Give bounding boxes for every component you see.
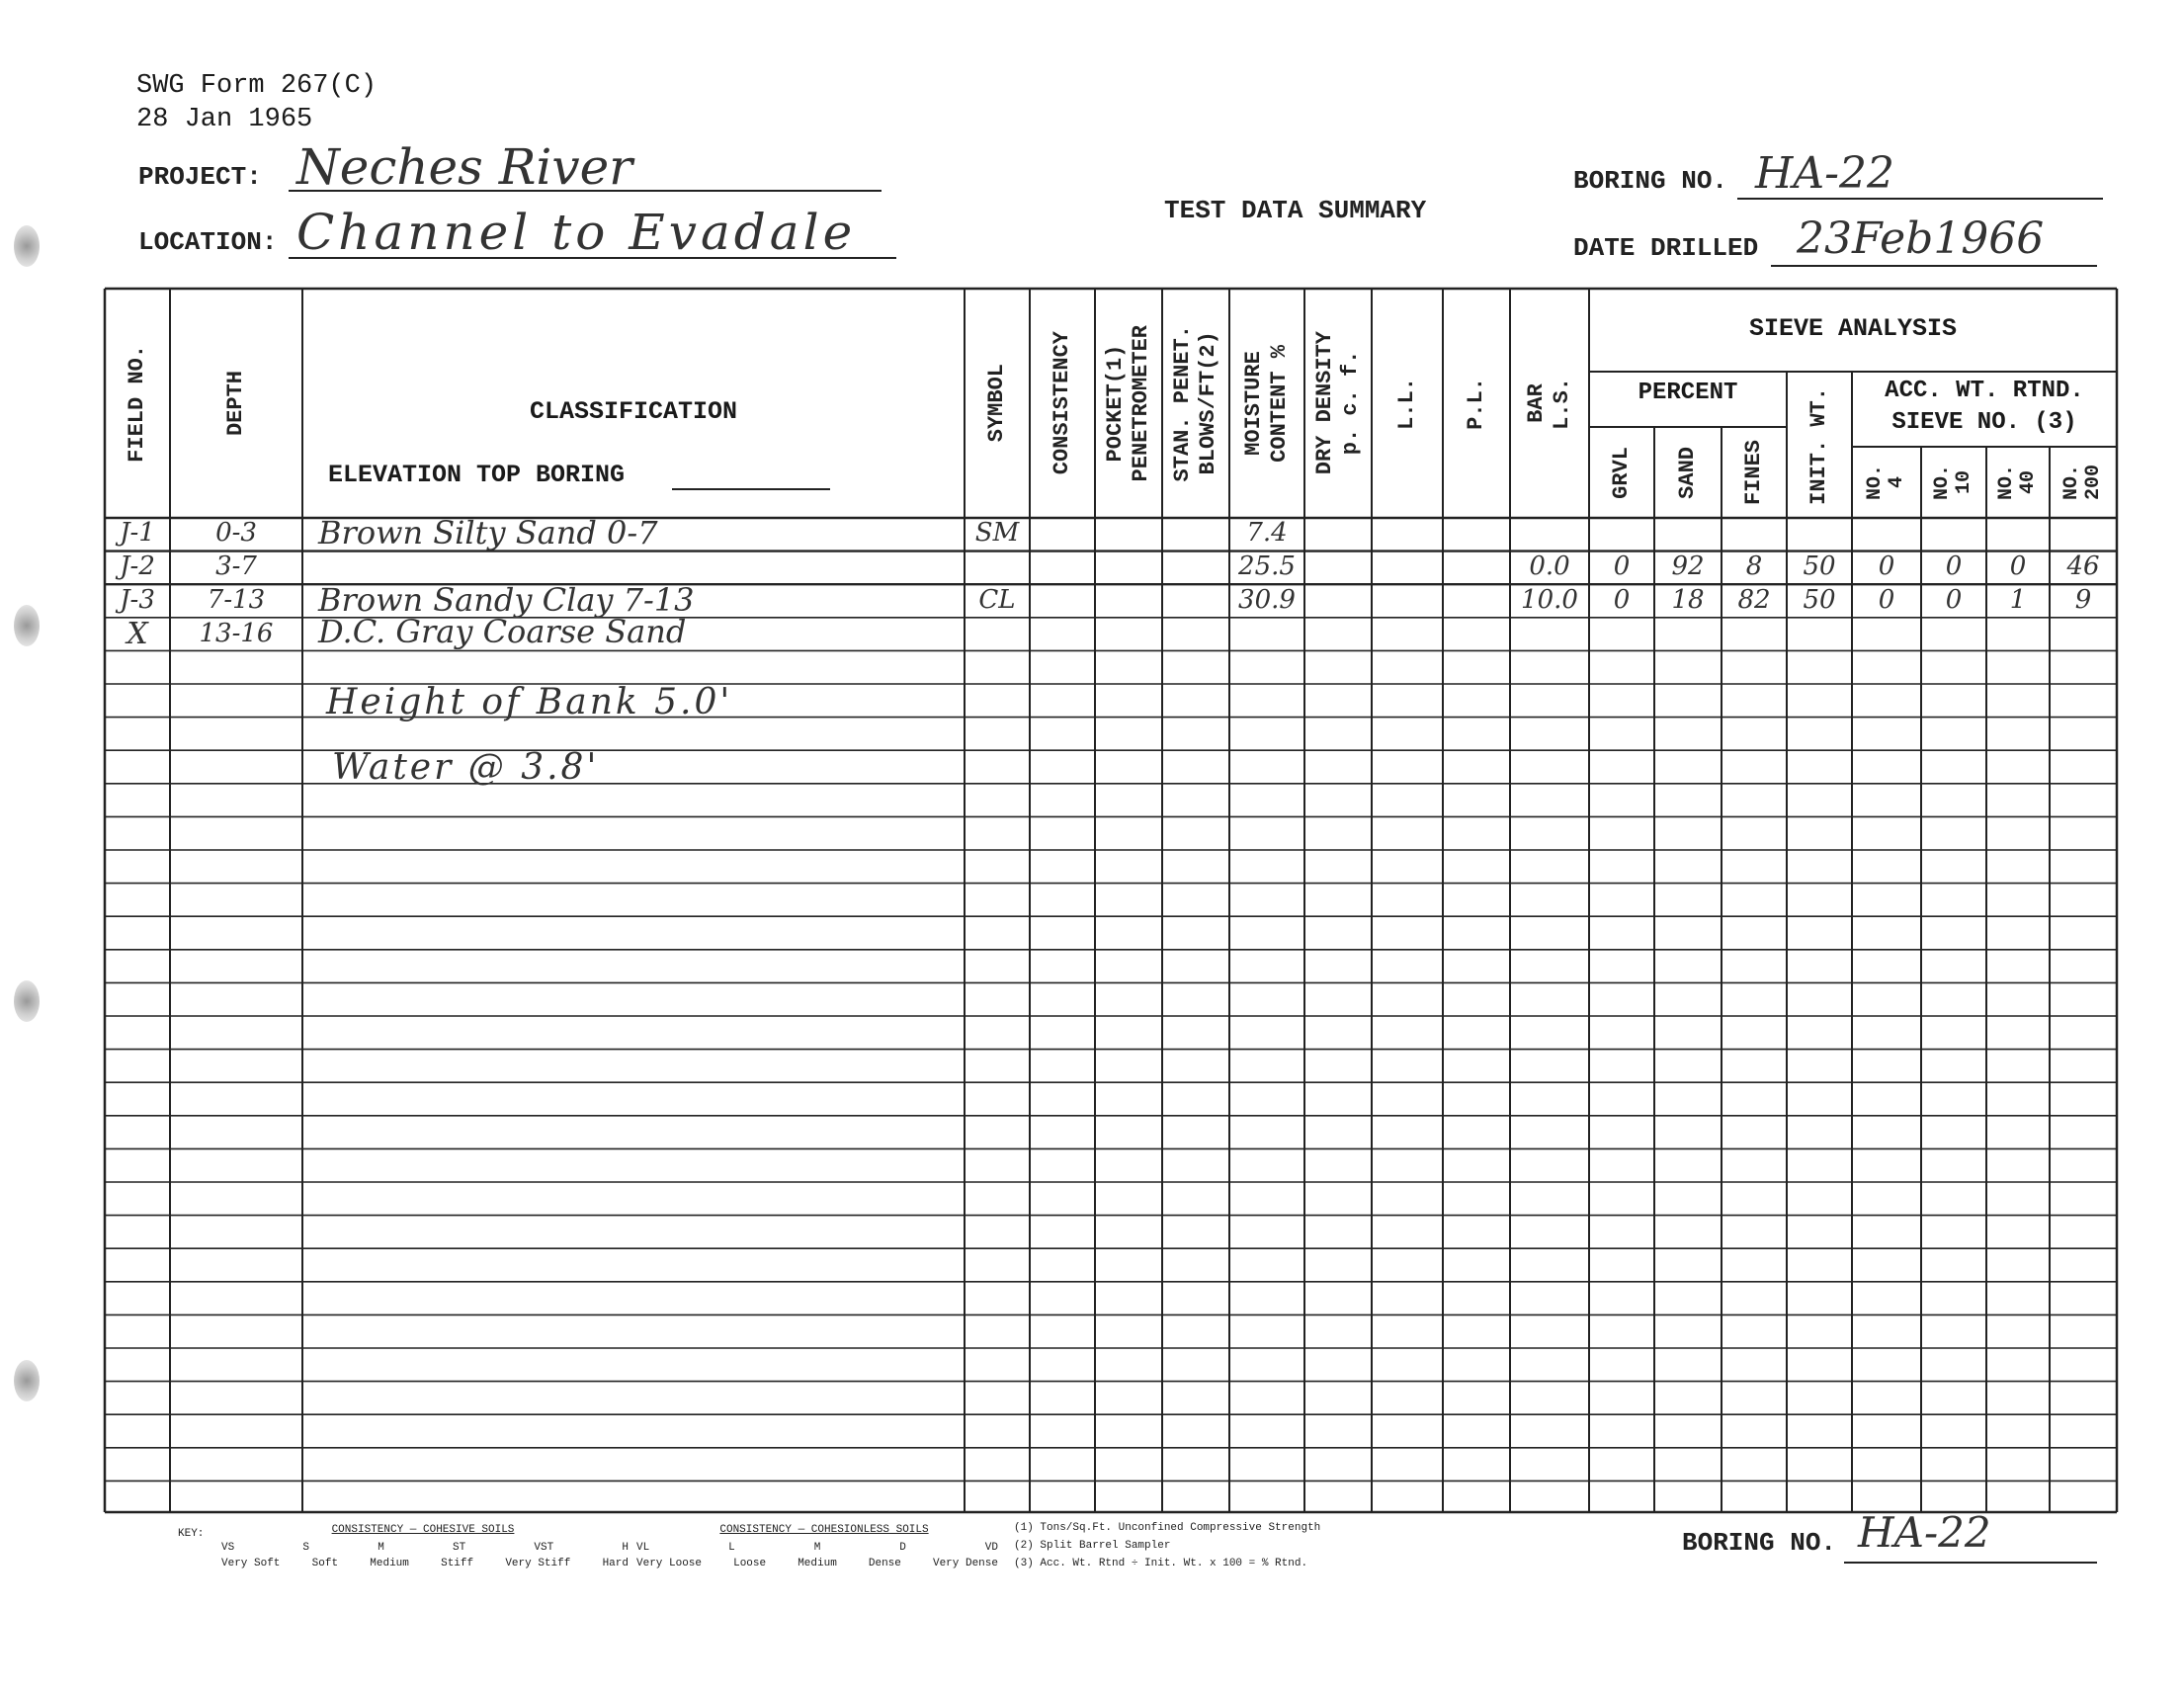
row2-init-wt: 50 bbox=[1803, 551, 1836, 581]
row4-depth: 13-16 bbox=[199, 619, 274, 648]
row2-sand: 92 bbox=[1671, 551, 1705, 581]
key-cohesive-abbreviations: VS S M ST VST H bbox=[221, 1542, 629, 1554]
boring-no-label: BORING NO. bbox=[1573, 166, 1728, 196]
key-cohesionless-abbreviations: VL L M D VD bbox=[636, 1542, 998, 1554]
header-field-no: FIELD NO. bbox=[125, 344, 149, 463]
key-cohesive-title: CONSISTENCY — COHESIVE SOILS bbox=[331, 1524, 515, 1536]
row2-no-40: 0 bbox=[2009, 551, 2027, 581]
row3-depth: 7-13 bbox=[207, 585, 266, 615]
row3-sand: 18 bbox=[1671, 585, 1705, 615]
footer-boring-underline bbox=[1844, 1562, 2097, 1564]
row3-field-no: J-3 bbox=[120, 585, 155, 615]
row4-classification: D.C. Gray Coarse Sand bbox=[318, 613, 687, 650]
header-pl: P.L. bbox=[1464, 377, 1488, 430]
header-ll: L.L. bbox=[1394, 377, 1419, 430]
row4-field-no: X bbox=[126, 617, 148, 651]
header-init-wt: INIT. WT. bbox=[1806, 386, 1831, 505]
header-depth: DEPTH bbox=[223, 370, 248, 436]
row2-no-4: 0 bbox=[1878, 551, 1895, 581]
row2-fines: 8 bbox=[1745, 551, 1763, 581]
row2-no-10: 0 bbox=[1945, 551, 1963, 581]
location-label: LOCATION: bbox=[138, 227, 278, 257]
header-pocket-penetrometer: POCKET(1) PENETROMETER bbox=[1103, 324, 1153, 482]
project-label: PROJECT: bbox=[138, 162, 262, 192]
footnote-2: (2) Split Barrel Sampler bbox=[1014, 1540, 1171, 1552]
header-sieve-analysis: SIEVE ANALYSIS bbox=[1748, 314, 1958, 343]
row1-depth: 0-3 bbox=[215, 518, 257, 548]
row1-moisture: 7.4 bbox=[1246, 518, 1288, 548]
row1-classification: Brown Silty Sand 0-7 bbox=[318, 514, 658, 551]
header-elevation-top-boring: ELEVATION TOP BORING bbox=[328, 461, 626, 489]
header-symbol: SYMBOL bbox=[984, 364, 1009, 443]
header-acc-wt-rtnd: ACC. WT. RTND. bbox=[1885, 378, 2084, 404]
key-cohesionless-names: Very Loose Loose Medium Dense Very Dense bbox=[636, 1558, 998, 1569]
header-classification: CLASSIFICATION bbox=[529, 397, 738, 426]
header-stan-penet: STAN. PENET. BLOWS/FT(2) bbox=[1170, 324, 1220, 482]
row3-bar-ls: 10.0 bbox=[1521, 585, 1578, 615]
footnote-1: (1) Tons/Sq.Ft. Unconfined Compressive Strength bbox=[1014, 1522, 1321, 1534]
note-water-level: Water @ 3.8' bbox=[332, 747, 600, 788]
key-cohesionless-title: CONSISTENCY — COHESIONLESS SOILS bbox=[719, 1524, 929, 1536]
footer-boring-no-label: BORING NO. bbox=[1682, 1528, 1837, 1558]
key-label: KEY: bbox=[178, 1528, 205, 1540]
header-sand: SAND bbox=[1675, 446, 1700, 499]
header-no-4: NO. 4 bbox=[1864, 464, 1908, 500]
row2-field-no: J-2 bbox=[120, 551, 155, 581]
row3-classification: Brown Sandy Clay 7-13 bbox=[318, 581, 695, 619]
row3-grvl: 0 bbox=[1613, 585, 1631, 615]
row3-no-10: 0 bbox=[1945, 585, 1963, 615]
note-height-of-bank: Height of Bank 5.0' bbox=[326, 682, 733, 722]
footer-boring-no-value: HA-22 bbox=[1858, 1508, 1991, 1557]
form-id: SWG Form 267(C) bbox=[136, 71, 378, 101]
row2-moisture: 25.5 bbox=[1238, 551, 1296, 581]
row3-init-wt: 50 bbox=[1803, 585, 1836, 615]
date-drilled-value: 23Feb1966 bbox=[1797, 213, 2045, 264]
header-no-10: NO. 10 bbox=[1931, 464, 1975, 500]
row3-symbol: CL bbox=[978, 585, 1016, 615]
header-fines: FINES bbox=[1741, 439, 1766, 505]
header-percent: PERCENT bbox=[1638, 380, 1738, 406]
row3-no-4: 0 bbox=[1878, 585, 1895, 615]
boring-no-value: HA-22 bbox=[1755, 148, 1895, 199]
header-no-40: NO. 40 bbox=[1995, 464, 2040, 500]
row1-symbol: SM bbox=[974, 518, 1020, 548]
date-drilled-label: DATE DRILLED bbox=[1573, 233, 1759, 263]
row2-grvl: 0 bbox=[1613, 551, 1631, 581]
row2-bar-ls: 0.0 bbox=[1529, 551, 1570, 581]
header-bar-ls: BAR L.S. bbox=[1524, 377, 1574, 430]
elevation-blank-line bbox=[672, 488, 830, 490]
row3-fines: 82 bbox=[1737, 585, 1771, 615]
row2-depth: 3-7 bbox=[215, 551, 257, 581]
footnote-3: (3) Acc. Wt. Rtnd ÷ Init. Wt. x 100 = % Rtnd. bbox=[1014, 1558, 1308, 1569]
form-date: 28 Jan 1965 bbox=[136, 105, 313, 134]
row3-no-200: 9 bbox=[2074, 585, 2092, 615]
header-consistency: CONSISTENCY bbox=[1050, 331, 1074, 475]
header-moisture-content: MOISTURE CONTENT % bbox=[1241, 344, 1292, 463]
row3-no-40: 1 bbox=[2009, 585, 2027, 615]
header-no-200: NO. 200 bbox=[2060, 464, 2105, 500]
key-cohesive-names: Very Soft Soft Medium Stiff Very Stiff Hard bbox=[221, 1558, 629, 1569]
project-value: Neches River bbox=[296, 138, 633, 196]
header-dry-density: DRY DENSITY p. c. f. bbox=[1312, 331, 1363, 475]
row2-no-200: 46 bbox=[2066, 551, 2100, 581]
location-value: Channel to Evadale bbox=[296, 204, 857, 261]
header-grvl: GRVL bbox=[1609, 446, 1634, 499]
row1-field-no: J-1 bbox=[120, 518, 155, 548]
row3-moisture: 30.9 bbox=[1238, 585, 1296, 615]
document-title: TEST DATA SUMMARY bbox=[1164, 196, 1427, 225]
header-sieve-no: SIEVE NO. (3) bbox=[1891, 409, 2077, 436]
